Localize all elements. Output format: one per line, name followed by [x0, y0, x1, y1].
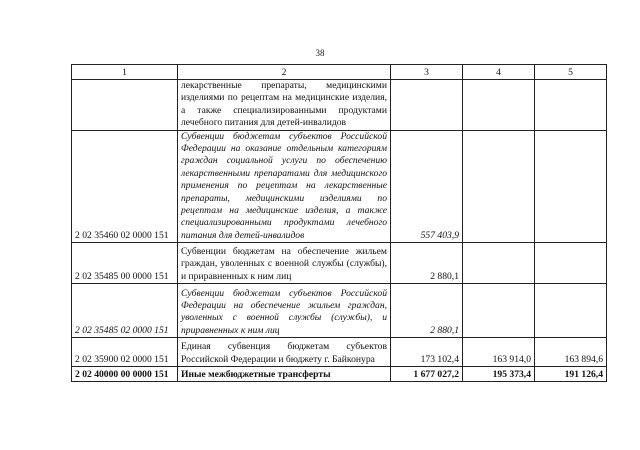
- value-col3-cell: 1 677 027,2: [391, 367, 463, 382]
- value-col5-cell: [535, 130, 607, 243]
- column-header-3: 3: [391, 65, 463, 80]
- value-col3-cell: [391, 80, 463, 131]
- budget-code-cell: 2 02 40000 00 0000 151: [72, 367, 178, 382]
- item-name-cell: Субвенции бюджетам субъектов Российской Федерации на оказание отдельным категориям граждан социальной услуги по обеспечению лекарственными препаратами для медицинского применения по рецептам на лекарственные препараты, медицинскими изделиями по рецептам на медицинские изделия, а также специализированными продуктами лечебного питания для детей-инвалидов: [178, 130, 391, 243]
- budget-code-cell: 2 02 35460 02 0000 151: [72, 130, 178, 243]
- table-row: [72, 130, 607, 243]
- value-col3-cell: 557 403,9: [391, 130, 463, 243]
- value-col3-cell: 2 880,1: [391, 243, 463, 284]
- value-col4-cell: [463, 243, 535, 284]
- table-row: [72, 243, 607, 284]
- value-col5-cell: [535, 284, 607, 338]
- budget-code-cell: 2 02 35900 02 0000 151: [72, 338, 178, 367]
- item-name-cell: Иные межбюджетные трансферты: [178, 367, 391, 382]
- page-number: 38: [315, 48, 325, 58]
- table-row: [72, 367, 607, 382]
- value-col5-cell: [535, 80, 607, 131]
- budget-code-cell: 2 02 35485 02 0000 151: [72, 284, 178, 338]
- value-col4-cell: [463, 284, 535, 338]
- value-col4-cell: [463, 130, 535, 243]
- value-col5-cell: 163 894,6: [535, 338, 607, 367]
- value-col4-cell: 163 914,0: [463, 338, 535, 367]
- value-col5-cell: 191 126,4: [535, 367, 607, 382]
- item-name-cell: Единая субвенция бюджетам субъектов Российской Федерации и бюджету г. Байконура: [178, 338, 391, 367]
- column-header-5: 5: [535, 65, 607, 80]
- table-row: [72, 80, 607, 131]
- value-col3-cell: 173 102,4: [391, 338, 463, 367]
- value-col4-cell: 195 373,4: [463, 367, 535, 382]
- item-name-cell: Субвенции бюджетам на обеспечение жильем граждан, уволенных с военной службы (службы), и приравненных к ним лиц: [178, 243, 391, 284]
- table-row: [72, 284, 607, 338]
- column-header-4: 4: [463, 65, 535, 80]
- table-header-row: [72, 65, 607, 80]
- budget-table: [71, 64, 607, 382]
- column-header-2: 2: [178, 65, 391, 80]
- value-col3-cell: 2 880,1: [391, 284, 463, 338]
- item-name-cell: лекарственные препараты, медицинскими изделиями по рецептам на медицинские изделия, а также специализированными продуктами лечебного питания для детей-инвалидов: [178, 80, 391, 131]
- item-name-cell: Субвенции бюджетам субъектов Российской Федерации на обеспечение жильем граждан, уволенных с военной службы (службы), и приравненных к ним лиц: [178, 284, 391, 338]
- budget-code-cell: 2 02 35485 00 0000 151: [72, 243, 178, 284]
- value-col5-cell: [535, 243, 607, 284]
- value-col4-cell: [463, 80, 535, 131]
- table-row: [72, 338, 607, 367]
- column-header-1: 1: [72, 65, 178, 80]
- budget-code-cell: [72, 80, 178, 131]
